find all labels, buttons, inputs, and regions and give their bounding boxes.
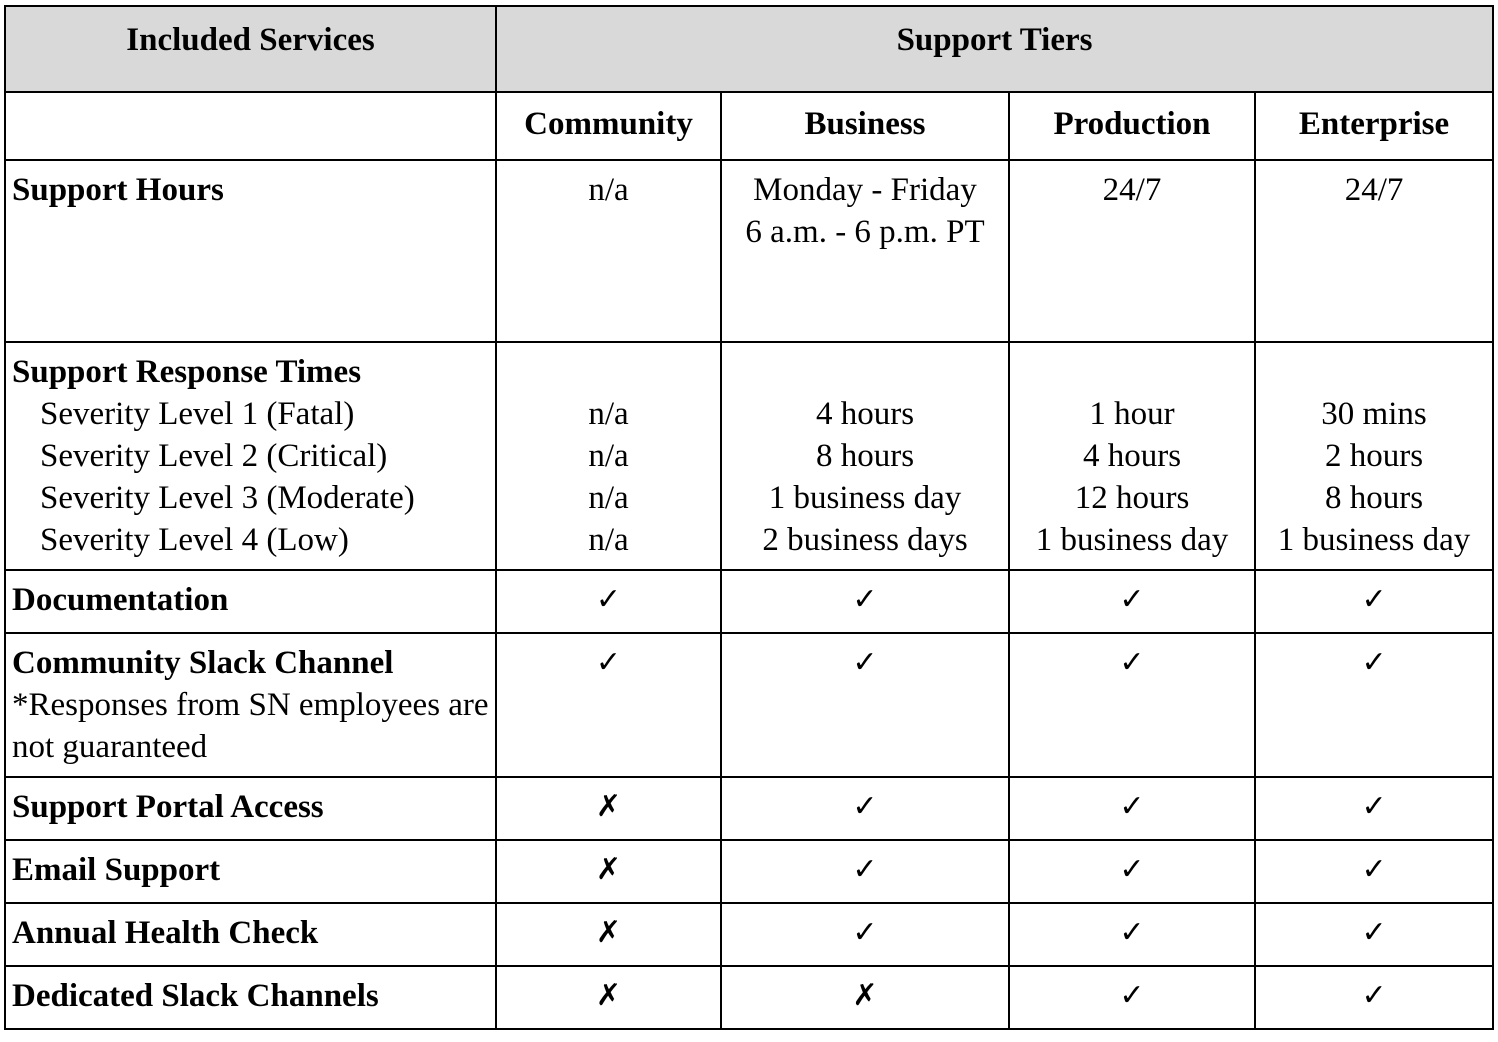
check-icon: ✓ xyxy=(1009,633,1255,777)
support-tiers-header: Support Tiers xyxy=(496,6,1493,92)
check-icon: ✓ xyxy=(1255,966,1493,1029)
check-icon: ✓ xyxy=(721,840,1009,903)
community-slack-label-cell xyxy=(5,633,496,777)
check-icon: ✓ xyxy=(721,633,1009,777)
check-icon: ✓ xyxy=(1255,570,1493,633)
check-icon: ✓ xyxy=(1255,633,1493,777)
response-value: 1 business day xyxy=(768,480,962,516)
response-times-business xyxy=(721,342,1009,570)
support-tiers-table xyxy=(4,5,1494,1030)
response-value: 8 hours xyxy=(815,438,915,474)
header-row xyxy=(5,6,1493,92)
tier-production: Production xyxy=(1009,92,1255,160)
response-value: 2 business days xyxy=(762,522,968,558)
community-slack-row xyxy=(5,633,1493,777)
community-slack-label: Community Slack Channel xyxy=(12,645,394,681)
check-icon: ✓ xyxy=(1009,840,1255,903)
check-icon: ✓ xyxy=(1009,777,1255,840)
hours-text: 6 a.m. - 6 p.m. PT xyxy=(745,214,985,250)
check-icon: ✓ xyxy=(1255,903,1493,966)
support-hours-community xyxy=(496,160,721,342)
cross-icon: ✗ xyxy=(721,966,1009,1029)
documentation-label: Documentation xyxy=(12,582,229,618)
response-value: 8 hours xyxy=(1324,480,1424,516)
check-icon: ✓ xyxy=(1009,570,1255,633)
included-services-header: Included Services xyxy=(5,6,496,92)
check-icon: ✓ xyxy=(1009,966,1255,1029)
response-value: 12 hours xyxy=(1074,480,1190,516)
support-hours-row xyxy=(5,160,1493,342)
cross-icon: ✗ xyxy=(496,777,721,840)
tier-names-row xyxy=(5,92,1493,160)
annual-health-check-row xyxy=(5,903,1493,966)
severity-level-2: Severity Level 2 (Critical) xyxy=(40,438,388,474)
dedicated-slack-row xyxy=(5,966,1493,1029)
check-icon: ✓ xyxy=(496,633,721,777)
dedicated-slack-label-cell xyxy=(5,966,496,1029)
response-times-row xyxy=(5,342,1493,570)
response-times-enterprise xyxy=(1255,342,1493,570)
response-value: 4 hours xyxy=(815,396,915,432)
check-icon: ✓ xyxy=(721,903,1009,966)
response-value: n/a xyxy=(588,438,629,474)
response-value: 1 business day xyxy=(1035,522,1229,558)
check-icon: ✓ xyxy=(1255,777,1493,840)
email-support-row xyxy=(5,840,1493,903)
email-support-label-cell xyxy=(5,840,496,903)
response-value: 1 hour xyxy=(1089,396,1175,432)
community-slack-note: *Responses from SN employees are not guaranteed xyxy=(12,687,489,765)
documentation-row xyxy=(5,570,1493,633)
check-icon: ✓ xyxy=(1255,840,1493,903)
documentation-label-cell xyxy=(5,570,496,633)
support-portal-label: Support Portal Access xyxy=(12,789,324,825)
severity-level-3: Severity Level 3 (Moderate) xyxy=(40,480,415,516)
response-times-label-cell xyxy=(5,342,496,570)
response-value: n/a xyxy=(588,522,629,558)
response-times-community xyxy=(496,342,721,570)
hours-text: Monday - Friday xyxy=(753,172,977,208)
cross-icon: ✗ xyxy=(496,840,721,903)
hours-text: 24/7 xyxy=(1344,172,1404,208)
support-portal-label-cell xyxy=(5,777,496,840)
response-value: 4 hours xyxy=(1082,438,1182,474)
response-value: 2 hours xyxy=(1324,438,1424,474)
tier-community: Community xyxy=(496,92,721,160)
severity-level-4: Severity Level 4 (Low) xyxy=(40,522,349,558)
cross-icon: ✗ xyxy=(496,903,721,966)
support-hours-label-text: Support Hours xyxy=(12,172,224,208)
check-icon: ✓ xyxy=(721,570,1009,633)
response-times-production xyxy=(1009,342,1255,570)
dedicated-slack-label: Dedicated Slack Channels xyxy=(12,978,379,1014)
tier-enterprise: Enterprise xyxy=(1255,92,1493,160)
annual-health-check-label-cell xyxy=(5,903,496,966)
email-support-label: Email Support xyxy=(12,852,221,888)
support-hours-enterprise xyxy=(1255,160,1493,342)
check-icon: ✓ xyxy=(496,570,721,633)
response-value: n/a xyxy=(588,396,629,432)
response-value: 30 mins xyxy=(1321,396,1427,432)
support-hours-production xyxy=(1009,160,1255,342)
support-hours-label xyxy=(5,160,496,342)
annual-health-check-label: Annual Health Check xyxy=(12,915,319,951)
hours-text: 24/7 xyxy=(1102,172,1162,208)
support-portal-row xyxy=(5,777,1493,840)
response-value: 1 business day xyxy=(1277,522,1471,558)
severity-level-1: Severity Level 1 (Fatal) xyxy=(40,396,355,432)
response-value: n/a xyxy=(588,480,629,516)
cross-icon: ✗ xyxy=(496,966,721,1029)
response-times-label: Support Response Times xyxy=(12,354,362,390)
check-icon: ✓ xyxy=(1009,903,1255,966)
empty-corner-cell xyxy=(5,92,496,160)
support-hours-business xyxy=(721,160,1009,342)
tier-business: Business xyxy=(721,92,1009,160)
check-icon: ✓ xyxy=(721,777,1009,840)
hours-text: n/a xyxy=(588,172,629,208)
